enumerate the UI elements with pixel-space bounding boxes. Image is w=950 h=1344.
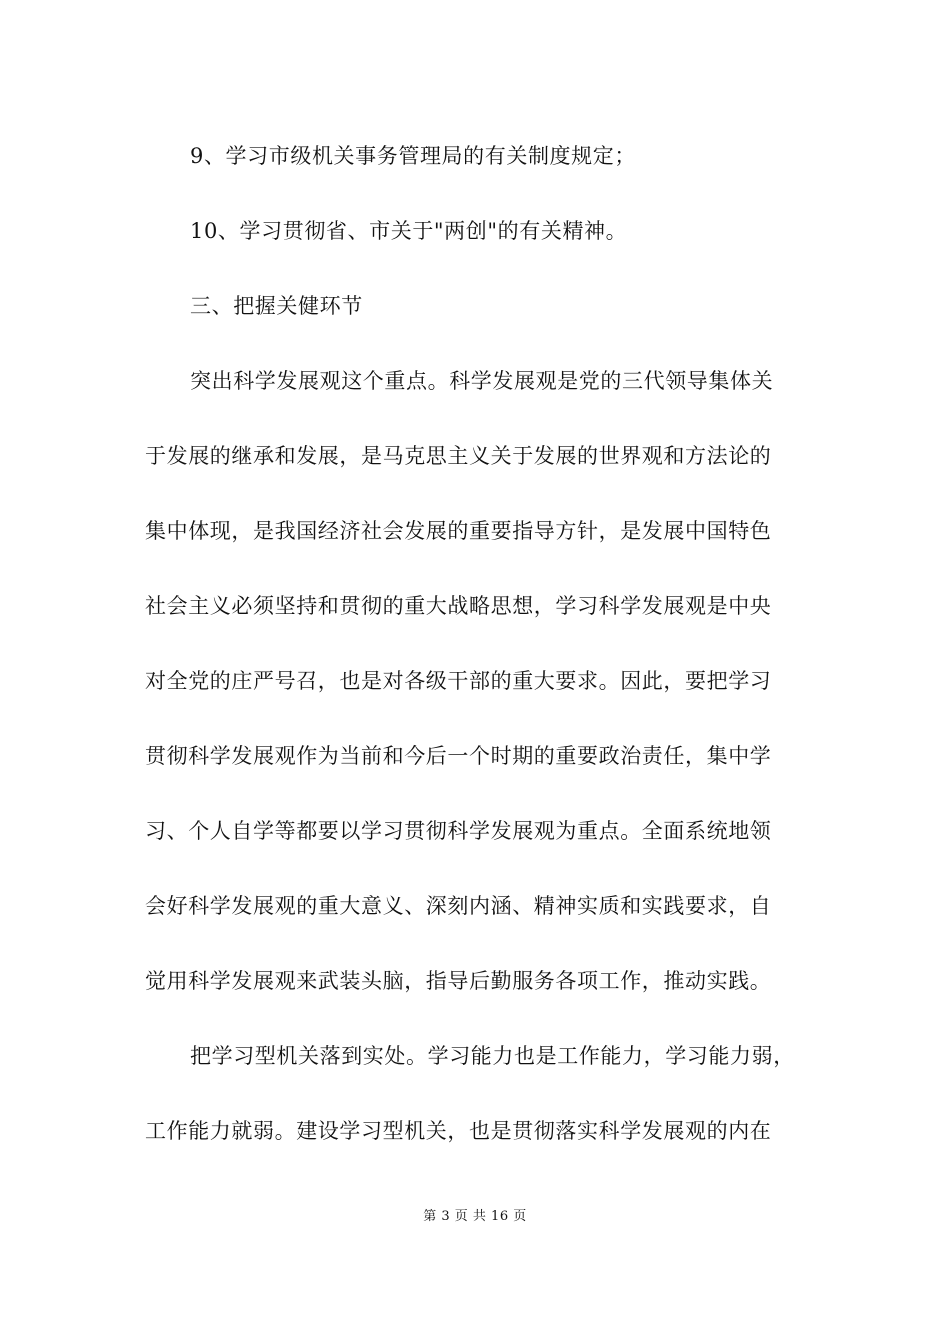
list-item-9: 9、学习市级机关事务管理局的有关制度规定； <box>190 144 636 168</box>
paragraph-1-line: 习、个人自学等都要以学习贯彻科学发展观为重点。全面系统地领 <box>145 819 772 843</box>
paragraph-1-line: 对全党的庄严号召，也是对各级干部的重大要求。因此，要把学习 <box>145 669 772 693</box>
paragraph-2-line: 把学习型机关落到实处。学习能力也是工作能力，学习能力弱， <box>190 1044 795 1068</box>
paragraph-1-line: 突出科学发展观这个重点。科学发展观是党的三代领导集体关 <box>190 369 774 393</box>
paragraph-2-line: 工作能力就弱。建设学习型机关，也是贯彻落实科学发展观的内在 <box>145 1119 772 1143</box>
paragraph-1-line: 会好科学发展观的重大意义、深刻内涵、精神实质和实践要求，自 <box>145 894 772 918</box>
paragraph-1-line: 贯彻科学发展观作为当前和今后一个时期的重要政治责任，集中学 <box>145 744 772 768</box>
paragraph-1-line: 社会主义必须坚持和贯彻的重大战略思想，学习科学发展观是中央 <box>145 594 772 618</box>
paragraph-1-line: 于发展的继承和发展，是马克思主义关于发展的世界观和方法论的 <box>145 444 772 468</box>
paragraph-1-line: 集中体现，是我国经济社会发展的重要指导方针，是发展中国特色 <box>145 519 772 543</box>
list-item-10: 10、学习贯彻省、市关于"两创"的有关精神。 <box>190 219 628 243</box>
page-number-footer: 第 3 页 共 16 页 <box>423 1209 527 1224</box>
section-heading: 三、把握关健环节 <box>190 294 363 318</box>
paragraph-1-line: 觉用科学发展观来武装头脑，指导后勤服务各项工作，推动实践。 <box>145 969 772 993</box>
